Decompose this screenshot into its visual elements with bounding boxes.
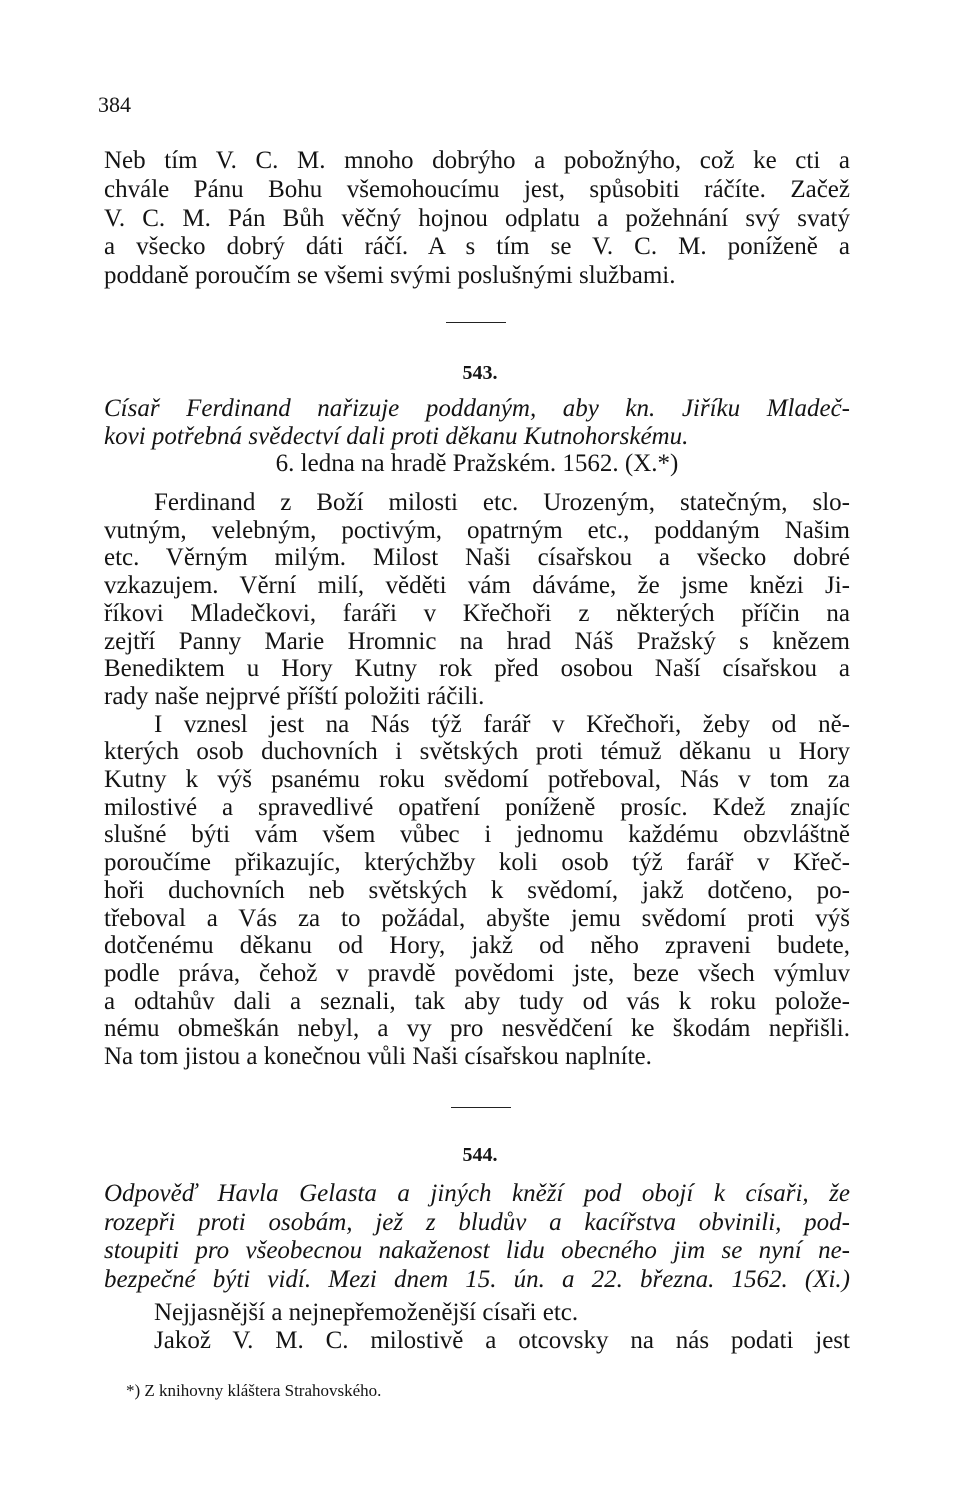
heading-line: stoupiti pro všeobecnou nakaženost lidu obecného jim se nyní ne- [104, 1237, 850, 1264]
text-line: říkovi Mladečkovi, faráři v Křečhoři z některých příčin na [104, 599, 850, 627]
text-line: Ferdinand z Boží milosti etc. Urozeným, statečným, slo- [154, 489, 850, 516]
text-line: a všecko dobrý dáti ráčí. A s tím se V. C. M. poníženě a [104, 233, 850, 261]
closing-paragraph [104, 147, 850, 291]
text-line: zejtří Panny Marie Hromnic na hrad Náš Pražský s knězem [104, 627, 850, 655]
heading-line: kovi potřebná svědectví dali proti děkanu Kutnohorskému. [104, 422, 689, 450]
text-line: Neb tím V. C. M. mnoho dobrýho a pobožnýho, což ke cti a [104, 147, 850, 174]
footnote: *) Z knihovny kláštera Strahovského. [126, 1381, 382, 1400]
heading-line: rozepři proti osobám, jež z bludův a kacířstva obvinili, pod- [104, 1208, 850, 1236]
section-divider [446, 322, 506, 323]
text-line: Jakož V. M. C. milostivě a otcovsky na nás podati jest [154, 1327, 850, 1354]
text-line: nému obmeškán nebyl, a vy pro nesvědčení ke škodám nepřišli. [104, 1015, 850, 1043]
document-number-543: 543. [462, 362, 498, 384]
text-line: kterých osob duchovních i světských proti témuž děkanu u Hory [104, 738, 850, 766]
heading-line: bezpečné býti vidí. Mezi dnem 15. ún. a 22. března. 1562. (Xi.) [104, 1265, 850, 1293]
text-line: etc. Věrným milým. Milost Naši císařskou a všecko dobré [104, 544, 850, 572]
text-line: I vznesl jest na Nás týž farář v Křečhoři, žeby od ně- [154, 710, 850, 738]
heading-line: Císař Ferdinand nařizuje poddaným, aby kn. Jiříku Mladeč- [104, 395, 850, 422]
text-line: poroučíme přikazujíc, kterýchžby koli osob týž farář v Křeč- [104, 849, 850, 877]
text-line: milostivé a spravedlivé opatření poníženě prosíc. Kdež znajíc [104, 793, 850, 821]
document-544-heading [104, 1180, 850, 1294]
page-number: 384 [98, 92, 131, 117]
heading-line: Odpověď Havla Gelasta a jiných kněží pod obojí k císaři, že [104, 1180, 850, 1207]
text-line: slušné býti vám všem vůbec i jednomu každému obzvláštně [104, 821, 850, 849]
text-line: Benediktem u Hory Kutny rok před osobou Naší císařskou a [104, 655, 850, 683]
text-line: a odtahův dali a seznali, tak aby tudy od vás k roku polože- [104, 987, 850, 1015]
text-line: hoři duchovních neb světských k svědomí, jakž dotčeno, po- [104, 876, 850, 904]
text-line: V. C. M. Pán Bůh věčný hojnou odplatu a požehnání svý svatý [104, 204, 850, 232]
heading-date-line: 6. ledna na hradě Pražském. 1562. (X.*) [275, 450, 679, 477]
text-line: vzkazujem. Věrní milí, věděti vám dáváme, že jsme knězi Ji- [104, 572, 850, 600]
text-line: podle práva, čehož v pravdě povědomi jste, beze všech výmluv [104, 959, 850, 987]
text-line: dotčenému děkanu od Hory, jakž od něho zpraveni budete, [104, 932, 850, 960]
text-line: Kutny k výš psanému roku svědomí potřeboval, Nás v tom za [104, 766, 850, 794]
document-544-body [104, 1299, 850, 1355]
text-line: chvále Pánu Bohu všemohoucímu jest, spůsobiti ráčíte. Začež [104, 175, 850, 203]
text-line: Na tom jistou a konečnou vůli Naši císařskou naplníte. [104, 1043, 652, 1071]
text-line: poddaně poroučím se všemi svými poslušnými službami. [104, 262, 676, 290]
section-divider [451, 1107, 511, 1108]
document-543-heading [104, 395, 850, 478]
document-543-body [104, 489, 850, 1071]
text-line: Nejjasnější a nejnepřemoženější císaři etc. [154, 1299, 579, 1326]
document-number-544: 544. [462, 1144, 498, 1166]
text-line: třeboval a Vás za to požádal, abyšte jemu svědomí proti výš [104, 904, 850, 932]
text-line: rady naše nejprvé příští položiti ráčili. [104, 682, 485, 710]
text-line: vutným, velebným, poctivým, opatrným etc., poddaným Našim [104, 516, 850, 544]
